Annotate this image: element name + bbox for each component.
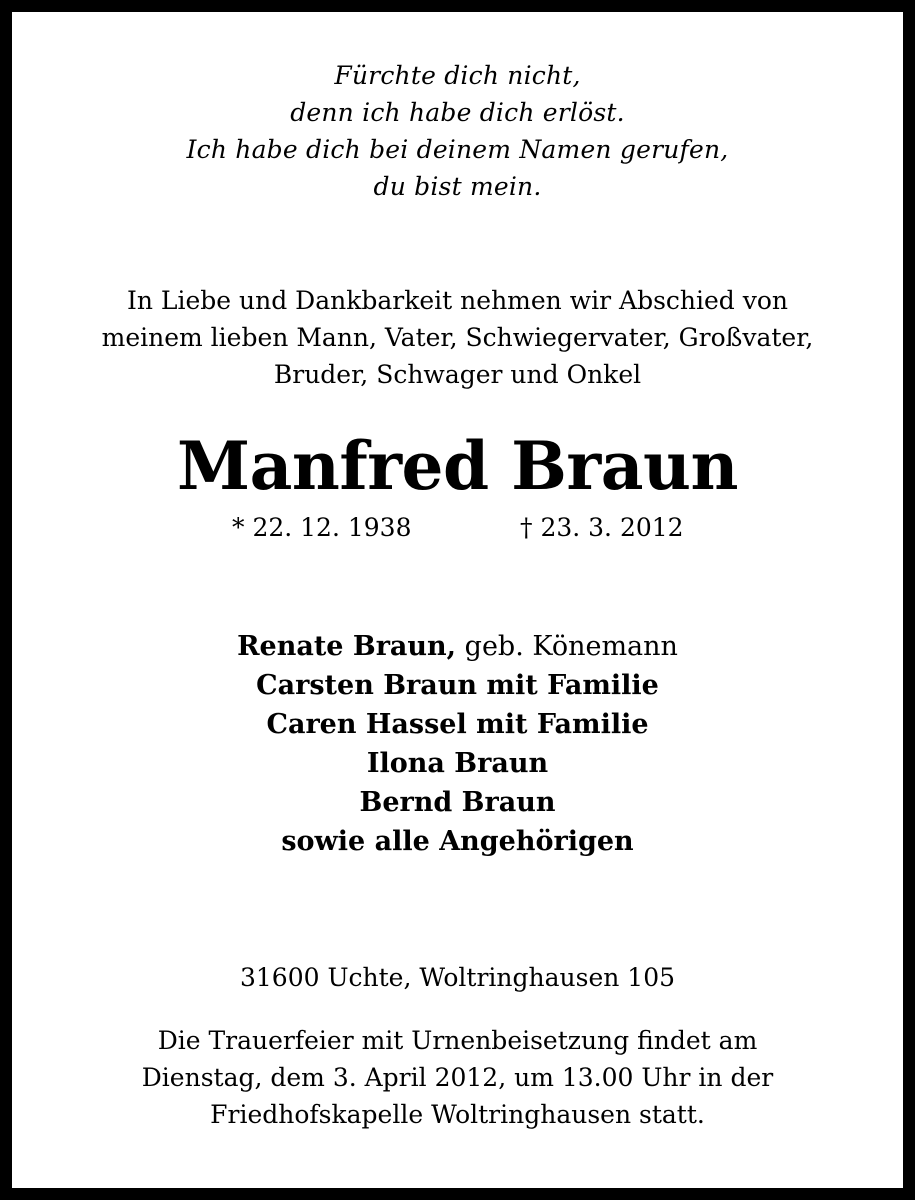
verse-line: Fürchte dich nicht,: [334, 61, 581, 90]
birth-date: * 22. 12. 1938: [232, 513, 412, 542]
family-address: 31600 Uchte, Woltringhausen 105: [239, 963, 676, 992]
verse-line: denn ich habe dich erlöst.: [290, 98, 625, 127]
death-date: † 23. 3. 2012: [520, 513, 684, 542]
verse-line: du bist mein.: [373, 172, 542, 201]
mourner-line: Bernd Braun: [359, 787, 556, 818]
funeral-line: Die Trauerfeier mit Urnenbeisetzung findet am: [157, 1026, 758, 1055]
intro-line: In Liebe und Dankbarkeit nehmen wir Abschied von: [126, 286, 789, 315]
mourner-line: [12, 627, 903, 666]
funeral-line: Dienstag, dem 3. April 2012, um 13.00 Uhr in der: [141, 1063, 774, 1092]
mourner-line: Caren Hassel mit Familie: [266, 709, 649, 740]
bible-verse: [12, 57, 903, 205]
deceased-name: Manfred Braun: [177, 427, 738, 505]
intro-line: meinem lieben Mann, Vater, Schwiegervater, Großvater,: [101, 323, 814, 352]
farewell-intro: [12, 282, 903, 393]
mourner-line: sowie alle Angehörigen: [281, 826, 634, 857]
mourner-line: Ilona Braun: [366, 748, 549, 779]
intro-line: Bruder, Schwager und Onkel: [273, 360, 642, 389]
funeral-line: Friedhofskapelle Woltringhausen statt.: [210, 1100, 705, 1129]
mourner-name: Renate Braun,: [237, 631, 457, 662]
funeral-notice: [12, 1022, 903, 1133]
mourner-line: Carsten Braun mit Familie: [256, 670, 659, 701]
maiden-name: geb. Könemann: [456, 631, 678, 662]
life-dates: [12, 510, 903, 546]
mourners-list: [12, 627, 903, 861]
verse-line: Ich habe dich bei deinem Namen gerufen,: [186, 135, 729, 164]
